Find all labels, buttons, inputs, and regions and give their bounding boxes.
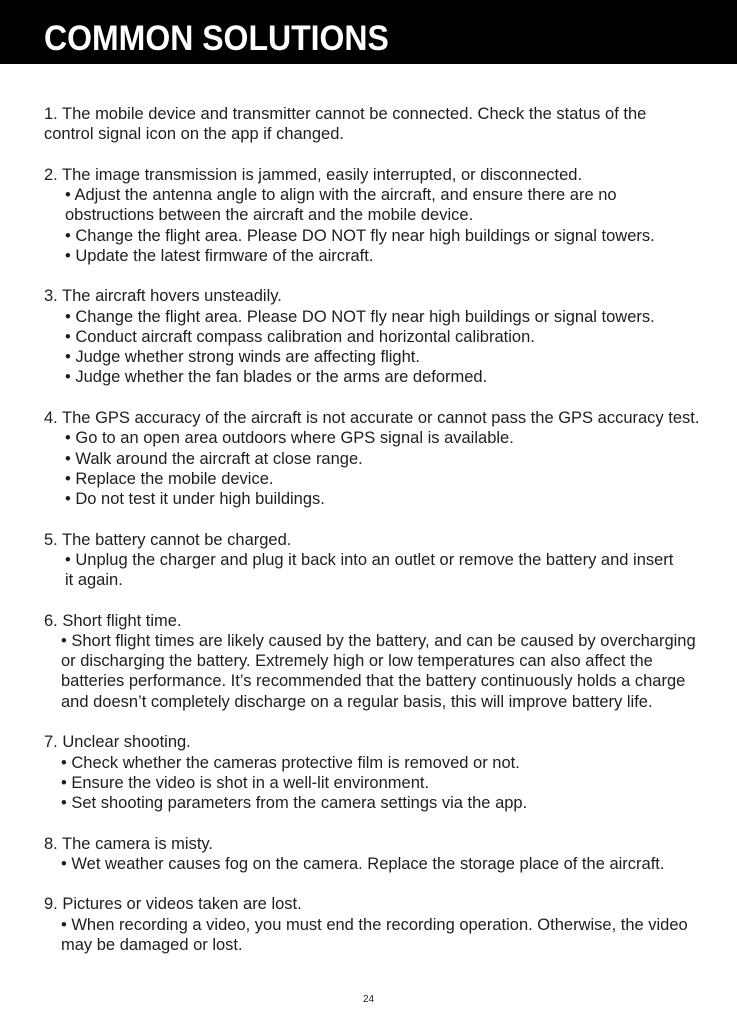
bullet-line: • Change the flight area. Please DO NOT fly near high buildings or signal towers. <box>65 307 655 326</box>
solution-bullet <box>44 226 724 246</box>
solution-bullet <box>44 469 724 489</box>
bullet-line: • Wet weather causes fog on the camera. Replace the storage place of the aircraft. <box>61 854 665 873</box>
bullet-line: or discharging the battery. Extremely high or low temperatures can also affect the <box>61 652 653 671</box>
solution-item-6 <box>44 611 724 712</box>
solution-bullet <box>44 327 724 347</box>
bullet-line: obstructions between the aircraft and the mobile device. <box>65 206 474 225</box>
solution-bullet <box>44 915 724 956</box>
bullet-line: • When recording a video, you must end the recording operation. Otherwise, the video <box>61 915 688 934</box>
solution-item-2 <box>44 165 724 266</box>
solution-bullet <box>44 854 724 874</box>
solution-item-3 <box>44 286 724 387</box>
bullet-line: • Go to an open area outdoors where GPS signal is available. <box>65 429 514 448</box>
solution-bullet <box>44 347 724 367</box>
solution-title: 4. The GPS accuracy of the aircraft is not accurate or cannot pass the GPS accuracy test. <box>44 408 700 427</box>
solution-bullet <box>44 449 724 469</box>
solution-item-1 <box>44 104 724 145</box>
solution-bullet <box>44 489 724 509</box>
solution-item-4 <box>44 408 724 509</box>
bullet-line: • Unplug the charger and plug it back into an outlet or remove the battery and insert <box>65 550 674 569</box>
solution-title: 3. The aircraft hovers unsteadily. <box>44 287 282 306</box>
solution-title: 9. Pictures or videos taken are lost. <box>44 895 302 914</box>
bullet-line: it again. <box>65 571 123 590</box>
solution-bullet <box>44 185 724 226</box>
page-header <box>0 0 737 64</box>
solution-bullet <box>44 307 724 327</box>
bullet-line: • Replace the mobile device. <box>65 469 274 488</box>
solution-bullet <box>44 550 724 591</box>
solution-item-5 <box>44 530 724 591</box>
bullet-line: • Set shooting parameters from the camera settings via the app. <box>61 794 528 813</box>
bullet-line: • Judge whether the fan blades or the arms are deformed. <box>65 368 488 387</box>
solution-item-8 <box>44 834 724 875</box>
bullet-line: • Check whether the cameras protective film is removed or not. <box>61 753 520 772</box>
solution-item-9 <box>44 894 724 955</box>
bullet-line: may be damaged or lost. <box>61 935 243 954</box>
bullet-line: • Adjust the antenna angle to align with the aircraft, and ensure there are no <box>65 186 617 205</box>
bullet-line: • Short flight times are likely caused by the battery, and can be caused by overcharging <box>61 631 696 650</box>
solution-title: 7. Unclear shooting. <box>44 733 191 752</box>
solution-bullet <box>44 793 724 813</box>
solution-title: 6. Short flight time. <box>44 611 182 630</box>
solution-item-7 <box>44 732 724 813</box>
solution-bullet <box>44 367 724 387</box>
bullet-line: • Ensure the video is shot in a well-lit environment. <box>61 773 430 792</box>
bullet-line: • Change the flight area. Please DO NOT fly near high buildings or signal towers. <box>65 226 655 245</box>
solution-bullet <box>44 773 724 793</box>
solution-bullet <box>44 428 724 448</box>
solution-bullet <box>44 631 724 712</box>
solution-title: 8. The camera is misty. <box>44 834 214 853</box>
bullet-line: • Conduct aircraft compass calibration and horizontal calibration. <box>65 327 535 346</box>
bullet-line: • Do not test it under high buildings. <box>65 490 325 509</box>
bullet-line: batteries performance. It’s recommended that the battery continuously holds a charge <box>61 672 686 691</box>
bullet-line: • Update the latest firmware of the aircraft. <box>65 246 374 265</box>
solution-title-line: 1. The mobile device and transmitter cannot be connected. Check the status of the <box>44 105 647 123</box>
bullet-line: and doesn’t completely discharge on a regular basis, this will improve battery life. <box>61 692 653 711</box>
bullet-line: • Walk around the aircraft at close range. <box>65 449 363 468</box>
solution-title: 2. The image transmission is jammed, easily interrupted, or disconnected. <box>44 165 583 184</box>
solution-title: 5. The battery cannot be charged. <box>44 530 292 549</box>
page-number: 24 <box>362 994 375 1005</box>
solution-title-line: control signal icon on the app if changed. <box>44 125 344 144</box>
page-title: COMMON SOLUTIONS <box>44 18 389 58</box>
solutions-list <box>44 104 724 975</box>
bullet-line: • Judge whether strong winds are affecting flight. <box>65 348 420 367</box>
solution-bullet <box>44 246 724 266</box>
solution-bullet <box>44 753 724 773</box>
